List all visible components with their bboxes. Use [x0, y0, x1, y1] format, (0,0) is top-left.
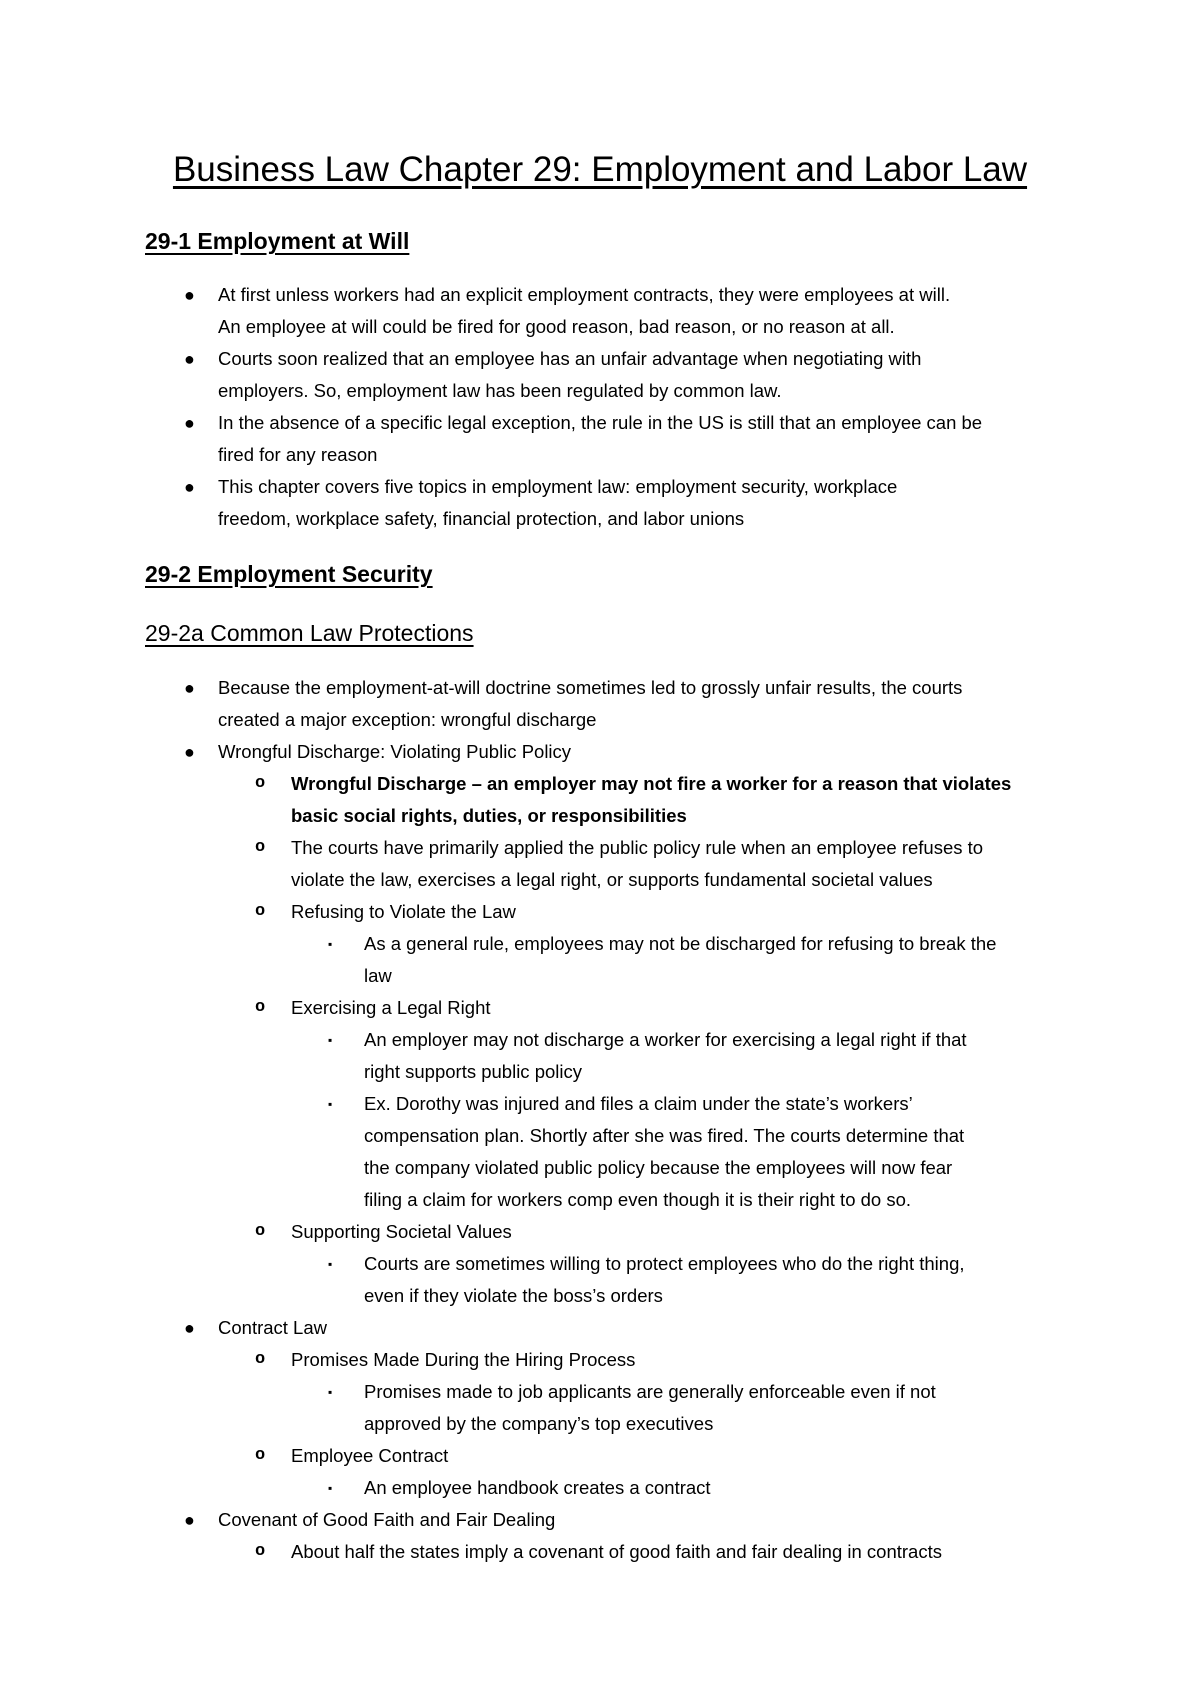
- list-item-line: In the absence of a specific legal exception, the rule in the US is still that an employee can be: [218, 412, 983, 433]
- list-item-line: An employer may not discharge a worker for exercising a legal right if that: [364, 1029, 967, 1050]
- list-item-line: Promises Made During the Hiring Process: [291, 1349, 636, 1370]
- list-item-line: right supports public policy: [364, 1061, 582, 1082]
- page-title: Business Law Chapter 29: Employment and Labor Law: [172, 150, 1028, 189]
- sub-bullet-marker: o: [255, 998, 266, 1017]
- list-item-line: freedom, workplace safety, financial protection, and labor unions: [218, 508, 745, 529]
- bullet-marker: ●: [184, 349, 195, 369]
- bullet-marker: ●: [184, 678, 195, 698]
- square-bullet-marker: ▪: [328, 1257, 333, 1271]
- square-bullet-marker: ▪: [328, 1033, 333, 1047]
- list-item-line: Promises made to job applicants are generally enforceable even if not: [364, 1381, 936, 1402]
- list-item-line: An employee at will could be fired for good reason, bad reason, or no reason at all.: [218, 316, 895, 337]
- bullet-marker: ●: [184, 1318, 195, 1338]
- list-item-line: compensation plan. Shortly after she was fired. The courts determine that: [364, 1125, 965, 1146]
- list-item-line: As a general rule, employees may not be discharged for refusing to break the: [364, 933, 997, 954]
- list-item-line: law: [364, 965, 392, 986]
- list-item-line: Courts are sometimes willing to protect employees who do the right thing,: [364, 1253, 965, 1274]
- list-item-line: even if they violate the boss’s orders: [364, 1285, 663, 1306]
- list-item-line: Exercising a Legal Right: [291, 997, 491, 1018]
- list-item-line: filing a claim for workers comp even though it is their right to do so.: [364, 1189, 912, 1210]
- list-item-line: About half the states imply a covenant of good faith and fair dealing in contracts: [291, 1541, 942, 1562]
- section-heading-29-1: 29-1 Employment at Will: [145, 228, 410, 254]
- sub-bullet-marker: o: [255, 774, 266, 793]
- sub-bullet-marker: o: [255, 838, 266, 857]
- square-bullet-marker: ▪: [328, 937, 333, 951]
- definition-line: basic social rights, duties, or responsibilities: [291, 805, 687, 826]
- list-item-line: Refusing to Violate the Law: [291, 901, 516, 922]
- list-item-line: violate the law, exercises a legal right, or supports fundamental societal values: [291, 869, 933, 890]
- list-item-line: employers. So, employment law has been regulated by common law.: [218, 380, 782, 401]
- sub-bullet-marker: o: [255, 1446, 266, 1465]
- list-item-line: An employee handbook creates a contract: [364, 1477, 711, 1498]
- list-item-line: the company violated public policy because the employees will now fear: [364, 1157, 953, 1178]
- bullet-marker: ●: [184, 285, 195, 305]
- list-item-line: Because the employment-at-will doctrine sometimes led to grossly unfair results, the courts: [218, 677, 963, 698]
- sub-bullet-marker: o: [255, 1222, 266, 1241]
- sub-bullet-marker: o: [255, 1542, 266, 1561]
- square-bullet-marker: ▪: [328, 1385, 333, 1399]
- list-item-line: This chapter covers five topics in employment law: employment security, workplace: [218, 476, 898, 497]
- list-item-line: At first unless workers had an explicit employment contracts, they were employees at will.: [218, 284, 951, 305]
- square-bullet-marker: ▪: [328, 1481, 333, 1495]
- list-item-line: fired for any reason: [218, 444, 378, 465]
- sub-bullet-marker: o: [255, 902, 266, 921]
- bullet-marker: ●: [184, 413, 195, 433]
- list-item-line: Employee Contract: [291, 1445, 449, 1466]
- list-item-line: Contract Law: [218, 1317, 327, 1338]
- bullet-marker: ●: [184, 742, 195, 762]
- subsection-heading-29-2a: 29-2a Common Law Protections: [145, 620, 474, 646]
- bullet-marker: ●: [184, 477, 195, 497]
- definition-line: Wrongful Discharge – an employer may not fire a worker for a reason that violates: [291, 773, 1012, 794]
- square-bullet-marker: ▪: [328, 1097, 333, 1111]
- list-item-line: Wrongful Discharge: Violating Public Policy: [218, 741, 572, 762]
- list-item-line: The courts have primarily applied the public policy rule when an employee refuses to: [291, 837, 984, 858]
- bullet-marker: ●: [184, 1510, 195, 1530]
- list-item-line: created a major exception: wrongful discharge: [218, 709, 597, 730]
- sub-bullet-marker: o: [255, 1350, 266, 1369]
- list-item-line: Courts soon realized that an employee has an unfair advantage when negotiating with: [218, 348, 922, 369]
- section-heading-29-2: 29-2 Employment Security: [145, 561, 433, 587]
- list-item-line: Ex. Dorothy was injured and files a claim under the state’s workers’: [364, 1093, 913, 1114]
- list-item-line: Covenant of Good Faith and Fair Dealing: [218, 1509, 556, 1530]
- list-item-line: approved by the company’s top executives: [364, 1413, 714, 1434]
- list-item-line: Supporting Societal Values: [291, 1221, 512, 1242]
